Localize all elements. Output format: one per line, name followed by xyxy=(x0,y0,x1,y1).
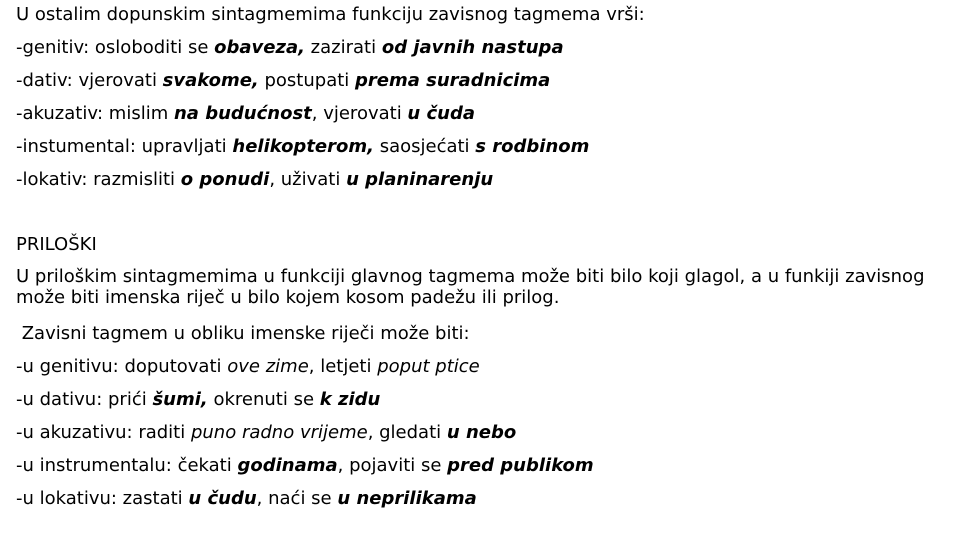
line-example: puno radno vrijeme xyxy=(190,422,368,443)
section1-line xyxy=(16,136,589,158)
line-text: -u genitivu: doputovati xyxy=(16,356,228,377)
line-example: godinama xyxy=(237,455,338,476)
line-text: , uživati xyxy=(269,169,347,190)
line-text: , gledati xyxy=(367,422,447,443)
line-text: okrenuti se xyxy=(207,389,320,410)
line-example: šumi, xyxy=(152,389,208,410)
section1-intro: U ostalim dopunskim sintagmemima funkciju zavisnog tagmema vrši: xyxy=(16,4,645,25)
line-text: , pojaviti se xyxy=(337,455,448,476)
section1-line xyxy=(16,70,550,92)
line-text: -genitiv: osloboditi se xyxy=(16,37,215,58)
line-example: prema suradnicima xyxy=(355,70,551,91)
line-example: od javnih nastupa xyxy=(381,37,564,58)
line-text: -u lokativu: zastati xyxy=(16,488,189,509)
section2-line xyxy=(16,389,380,411)
line-example: pred publikom xyxy=(447,455,594,476)
line-text: -instumental: upravljati xyxy=(16,136,233,157)
line-text: , naći se xyxy=(256,488,338,509)
section2-heading: PRILOŠKI xyxy=(16,234,97,255)
section2-line xyxy=(16,356,480,378)
line-example: u čuda xyxy=(407,103,476,124)
section1-line xyxy=(16,37,564,59)
section2-sub-intro: Zavisni tagmem u obliku imenske riječi može biti: xyxy=(16,323,470,344)
line-text: -u dativu: prići xyxy=(16,389,153,410)
line-example: k zidu xyxy=(319,389,381,410)
line-example: o ponudi xyxy=(180,169,270,190)
line-example: u planinarenju xyxy=(346,169,494,190)
section1-line xyxy=(16,169,493,191)
section2-line xyxy=(16,455,594,477)
line-example: svakome, xyxy=(162,70,259,91)
line-example: obaveza, xyxy=(214,37,305,58)
line-example: u neprilikama xyxy=(337,488,477,509)
line-text: saosjećati xyxy=(373,136,476,157)
line-text: -dativ: vjerovati xyxy=(16,70,163,91)
line-text: -u instrumentalu: čekati xyxy=(16,455,238,476)
line-text: , letjeti xyxy=(308,356,378,377)
section1-line xyxy=(16,103,475,125)
line-example: u nebo xyxy=(446,422,517,443)
line-text: -akuzativ: mislim xyxy=(16,103,174,124)
line-example: s rodbinom xyxy=(475,136,590,157)
section2-paragraph: U priloškim sintagmemima u funkciji glavnog tagmema može biti bilo koji glagol, a u funkiji zavisnog može biti imenska riječ u bilo kojem kosom padežu ili prilog. xyxy=(16,266,925,308)
line-text: -lokativ: razmisliti xyxy=(16,169,181,190)
line-text: , vjerovati xyxy=(311,103,408,124)
line-example: na budućnost xyxy=(173,103,312,124)
line-example: poput ptice xyxy=(377,356,480,377)
section2-line xyxy=(16,422,516,444)
section2-line xyxy=(16,488,477,510)
line-text: zazirati xyxy=(304,37,382,58)
line-example: helikopterom, xyxy=(232,136,374,157)
line-example: ove zime xyxy=(227,356,309,377)
line-text: -u akuzativu: raditi xyxy=(16,422,191,443)
line-example: u čudu xyxy=(188,488,257,509)
line-text: postupati xyxy=(258,70,356,91)
